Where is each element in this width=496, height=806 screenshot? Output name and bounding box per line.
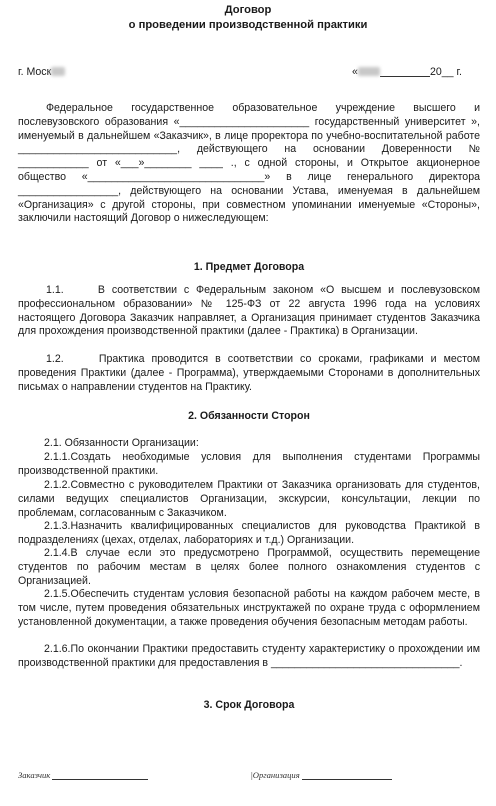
signature-organization [251, 770, 392, 780]
clause-1-1-number: 1.1. [46, 284, 64, 296]
date-day-redacted [358, 67, 380, 76]
document-subtitle: о проведении производственной практики [128, 19, 368, 31]
clause-2-1-6-text: 2.1.6.По окончании Практики предоставить студенту характеристику о прохождении им производственной практики для предоставления в ________________________________. [18, 643, 480, 669]
city [18, 66, 65, 78]
clause-2-1-4-text: 2.1.4.В случае если это предусмотрено Программой, осуществить перемещение студентов по рабочим местам в целях более полного ознакомления студентов с Организацией. [18, 547, 480, 587]
clause-2-1-3 [18, 520, 480, 548]
date-year-suffix: __ г. [441, 66, 462, 78]
signature-customer-line [52, 779, 148, 780]
signature-organization-line [302, 779, 392, 780]
signature-organization-label: Организация [252, 770, 300, 780]
clause-2-1-6 [18, 643, 480, 671]
date-open-quote: « [352, 66, 358, 78]
clause-1-2 [18, 353, 480, 394]
date-month-line [380, 76, 430, 77]
city-redacted [51, 67, 65, 76]
signature-organization-marker: | [251, 770, 253, 780]
signature-customer-label: Заказчик [18, 770, 51, 780]
signature-customer [18, 770, 148, 780]
place-date-row [18, 66, 462, 80]
preamble-text: Федеральное государственное образовательное учреждение высшего и послевузовского образования «______________________ государственный университет », именуемый в дальнейшем «Заказчик», в лице проректора по учебно-воспитательной работе ___________________________, действующего на основании Доверенности № ____________ от «___»________ ____ ., с одной стороны, и Открытое акционерное общество «______________________________» в лице генерального директора _________________, действующего на основании Устава, именуемая в дальнейшем «Организация» с другой стороны, при совместном упоминании именуемые «Стороны», заключили настоящий Договор о нижеследующем: [18, 102, 480, 225]
section-1-heading: 1. Предмет Договора [193, 261, 305, 273]
document-title: Договор [224, 4, 272, 16]
preamble [18, 102, 480, 226]
clause-2-1-3-text: 2.1.3.Назначить квалифицированных специалистов для руководства Практикой в подразделениях (цехах, отделах, лабораториях и т.д.) Организации. [18, 520, 480, 546]
date-year-prefix: 20 [429, 66, 442, 78]
clause-2-1-4 [18, 547, 480, 588]
clause-2-1-1-text: 2.1.1.Создать необходимые условия для выполнения студентами Программы производственной практики. [18, 451, 480, 477]
clause-2-1-2-text: 2.1.2.Совместно с руководителем Практики от Заказчика организовать для студентов, силами ведущих специалистов Организации, экскурсии, консультации, лекции по проблемам, согласованным с Заказчиком. [18, 479, 480, 519]
clause-1-1 [18, 284, 480, 339]
clause-2-1-5-text: 2.1.5.Обеспечить студентам условия безопасной работы на каждом рабочем месте, в том числе, путем проведения обязательных инструктажей по охране труда с оформлением установленной документации, а также проведения обучения безопасным методам работы. [18, 588, 480, 628]
contract-date [352, 66, 462, 78]
clause-1-1-text: В соответствии с Федеральным законом «О высшем и послевузовском профессиональном образовании» № 125-ФЗ от 22 августа 1996 года на условиях настоящего Договора Заказчик направляет, а Организация принимает студентов Заказчика для прохождения производственной практики (далее - Практика) в Организации. [18, 284, 480, 338]
clause-2-1-2 [18, 479, 480, 520]
section-3-heading: 3. Срок Договора [203, 699, 295, 711]
clause-2-1-intro-text: 2.1. Обязанности Организации: [44, 437, 199, 449]
clause-2-1-intro [18, 437, 480, 451]
city-prefix: г. Моск [18, 66, 52, 78]
clause-2-1-5 [18, 588, 480, 629]
clause-1-2-text: Практика проводится в соответствии со сроками, графиками и местом проведения Практики (далее - Программа), утверждаемыми Сторонами в дополнительных письмах о направлении студентов на Практику. [18, 353, 481, 393]
clause-1-2-number: 1.2. [46, 353, 64, 365]
clause-2-1-1 [18, 451, 480, 479]
section-2-heading: 2. Обязанности Сторон [188, 410, 310, 422]
